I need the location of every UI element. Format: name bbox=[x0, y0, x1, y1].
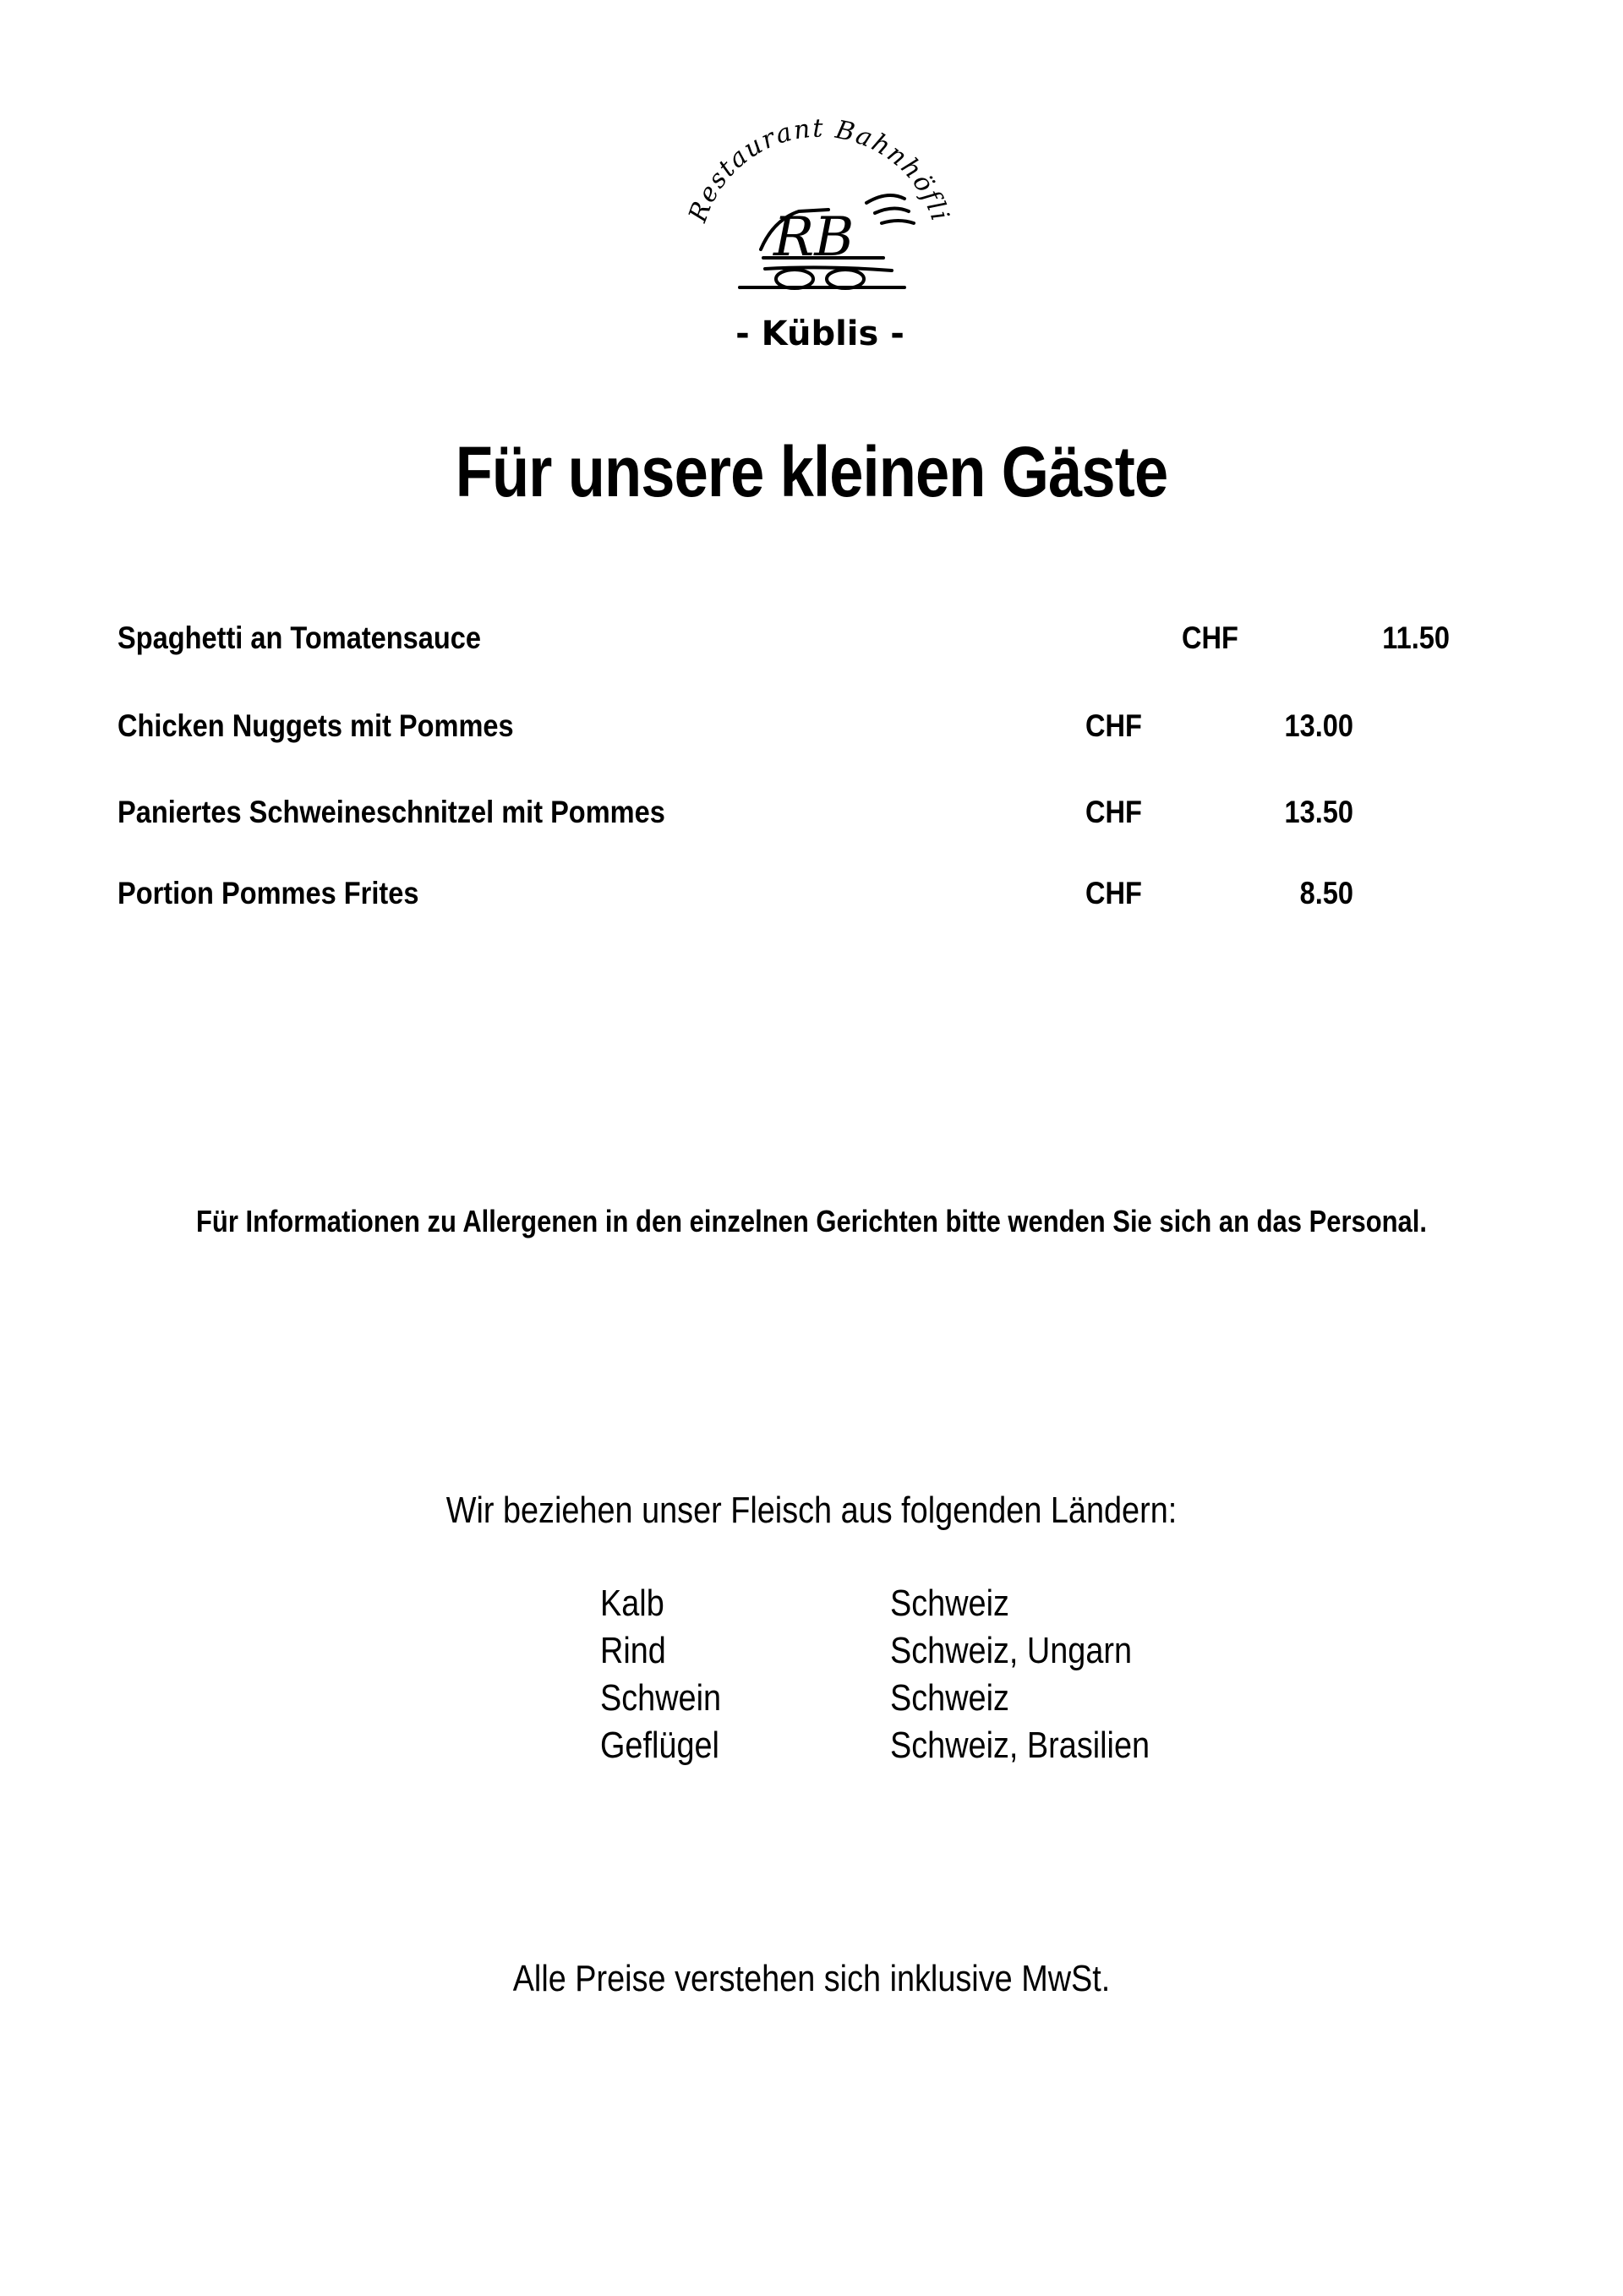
meat-origin-row bbox=[600, 1630, 1276, 1677]
meat-countries: Schweiz bbox=[890, 1583, 1009, 1624]
meat-animal: Schwein bbox=[600, 1677, 722, 1719]
menu-item-currency: CHF bbox=[1085, 876, 1142, 910]
meat-countries: Schweiz, Brasilien bbox=[890, 1725, 1150, 1766]
meat-origin-table bbox=[600, 1583, 1276, 1772]
menu-item-name: Spaghetti an Tomatensauce bbox=[117, 620, 482, 655]
restaurant-logo bbox=[680, 110, 959, 355]
menu-item-price: 13.00 bbox=[1284, 708, 1353, 743]
menu-item-currency: CHF bbox=[1182, 620, 1238, 655]
menu-item-name: Paniertes Schweineschnitzel mit Pommes bbox=[117, 795, 665, 829]
logo-arc-text: Restaurant Bahnhöfli bbox=[683, 113, 955, 227]
logo-monogram: RB bbox=[773, 206, 855, 269]
meat-countries: Schweiz, Ungarn bbox=[890, 1630, 1133, 1671]
meat-origin-row bbox=[600, 1583, 1276, 1630]
allergen-notice: Für Informationen zu Allergenen in den einzelnen Gerichten bitte wenden Sie sich an das Personal. bbox=[196, 1204, 1427, 1238]
meat-countries: Schweiz bbox=[890, 1677, 1009, 1719]
menu-item-currency: CHF bbox=[1085, 795, 1142, 829]
menu-item-name: Portion Pommes Frites bbox=[117, 876, 419, 910]
menu-item-price: 13.50 bbox=[1284, 795, 1353, 829]
menu-item bbox=[0, 876, 1623, 918]
vat-note: Alle Preise verstehen sich inklusive MwSt. bbox=[512, 1958, 1111, 1999]
meat-animal: Kalb bbox=[600, 1583, 664, 1624]
menu-item bbox=[0, 620, 1623, 663]
menu-item-currency: CHF bbox=[1085, 708, 1142, 743]
meat-origin-row bbox=[600, 1725, 1276, 1772]
meat-animal: Geflügel bbox=[600, 1725, 719, 1766]
menu-item-price: 11.50 bbox=[1382, 620, 1450, 655]
menu-item bbox=[0, 795, 1623, 837]
logo-place-text: - Küblis - bbox=[735, 314, 904, 353]
meat-origin-heading: Wir beziehen unser Fleisch aus folgenden Ländern: bbox=[445, 1490, 1178, 1531]
meat-origin-row bbox=[600, 1677, 1276, 1725]
menu-item bbox=[0, 708, 1623, 751]
page-title: Für unsere kleinen Gäste bbox=[455, 432, 1168, 511]
menu-item-name: Chicken Nuggets mit Pommes bbox=[117, 708, 514, 743]
meat-animal: Rind bbox=[600, 1630, 666, 1671]
menu-item-price: 8.50 bbox=[1299, 876, 1353, 910]
